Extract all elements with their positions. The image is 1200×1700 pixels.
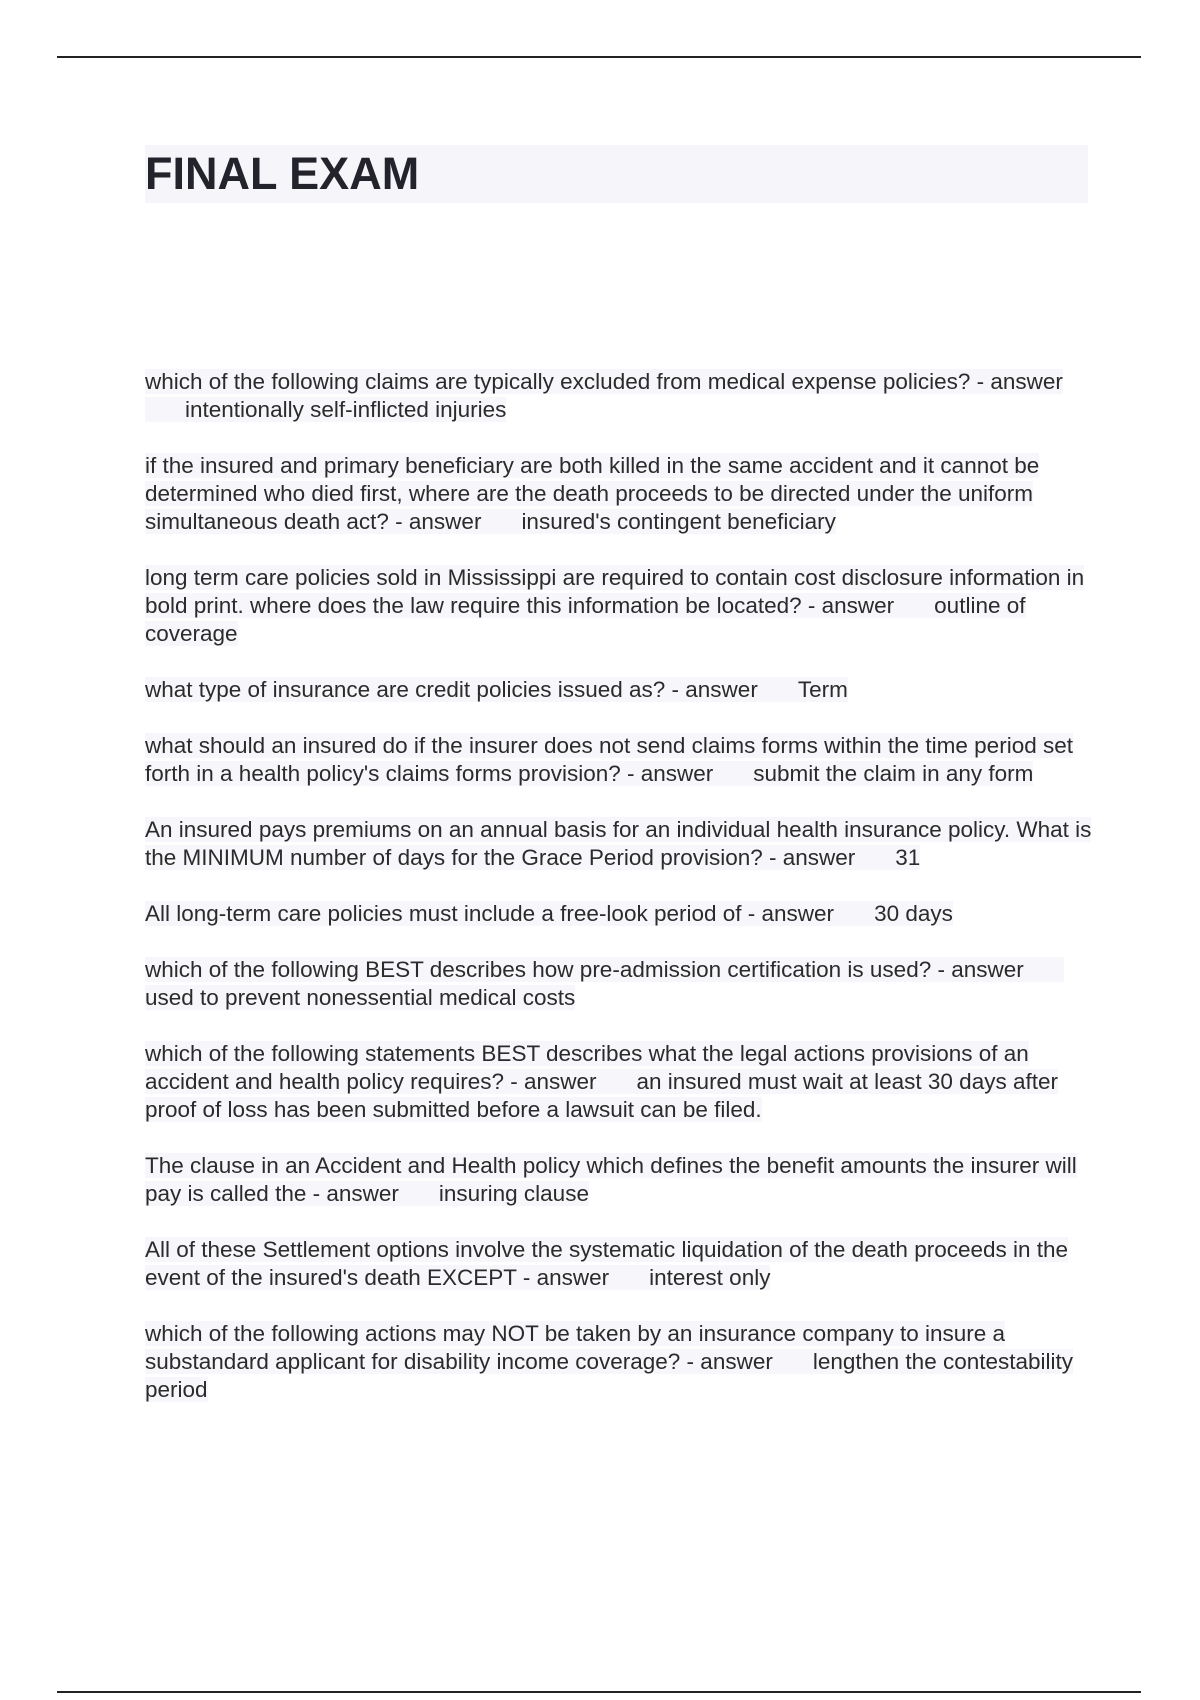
question-text: what should an insured do if the insurer does not send claims forms within the time period set forth in a health policy's claims forms provision? - answer xyxy=(145,733,1073,786)
qa-item-11 xyxy=(145,1236,1095,1292)
top-rule xyxy=(57,56,1141,58)
qa-item-8 xyxy=(145,956,1095,1012)
question-text: if the insured and primary beneficiary are both killed in the same accident and it cannot be determined who died first, where are the death proceeds to be directed under the uniform simultaneous death act? - answer xyxy=(145,453,1040,534)
qa-item-9 xyxy=(145,1040,1095,1124)
question-text: An insured pays premiums on an annual basis for an individual health insurance policy. What is the MINIMUM number of days for the Grace Period provision? - answer xyxy=(145,817,1092,870)
answer-text: used to prevent nonessential medical costs xyxy=(145,985,576,1010)
qa-item-6 xyxy=(145,816,1095,872)
qa-item-3 xyxy=(145,564,1095,648)
question-text: which of the following statements BEST describes what the legal actions provisions of an accident and health policy requires? - answer xyxy=(145,1041,1029,1094)
answer-text: Term xyxy=(797,677,848,702)
answer-text: 31 xyxy=(895,845,921,870)
answer-text: lengthen the contestability period xyxy=(145,1349,1074,1402)
answer-text: interest only xyxy=(649,1265,771,1290)
answer-text: intentionally self-inflicted injuries xyxy=(185,397,507,422)
qa-item-4 xyxy=(145,676,1095,704)
qa-item-1 xyxy=(145,368,1095,424)
question-text: which of the following actions may NOT be taken by an insurance company to insure a substandard applicant for disability income coverage? - answer xyxy=(145,1321,1006,1374)
question-text: which of the following claims are typically excluded from medical expense policies? - answer xyxy=(145,369,1063,394)
question-text: All of these Settlement options involve the systematic liquidation of the death proceeds in the event of the insured's death EXCEPT - answer xyxy=(145,1237,1069,1290)
question-text: All long-term care policies must include a free-look period of - answer xyxy=(145,901,835,926)
answer-text: 30 days xyxy=(874,901,953,926)
qa-list xyxy=(145,368,1095,1432)
page-title: FINAL EXAM xyxy=(145,148,420,199)
qa-item-10 xyxy=(145,1152,1095,1208)
qa-item-2 xyxy=(145,452,1095,536)
answer-text: outline of coverage xyxy=(145,593,1026,646)
bottom-rule xyxy=(57,1691,1141,1693)
qa-item-12 xyxy=(145,1320,1095,1404)
answer-text: insured's contingent beneficiary xyxy=(521,509,836,534)
question-text: The clause in an Accident and Health policy which defines the benefit amounts the insurer will pay is called the - answer xyxy=(145,1153,1077,1206)
qa-item-5 xyxy=(145,732,1095,788)
answer-text: insuring clause xyxy=(438,1181,589,1206)
question-text: long term care policies sold in Mississippi are required to contain cost disclosure information in bold print. where does the law require this information be located? - answer xyxy=(145,565,1085,618)
answer-text: an insured must wait at least 30 days after proof of loss has been submitted before a lawsuit can be filed. xyxy=(145,1069,1058,1122)
question-text: what type of insurance are credit policies issued as? - answer xyxy=(145,677,758,702)
qa-item-7 xyxy=(145,900,1095,928)
answer-text: submit the claim in any form xyxy=(753,761,1034,786)
question-text: which of the following BEST describes how pre-admission certification is used? - answer xyxy=(145,957,1024,982)
